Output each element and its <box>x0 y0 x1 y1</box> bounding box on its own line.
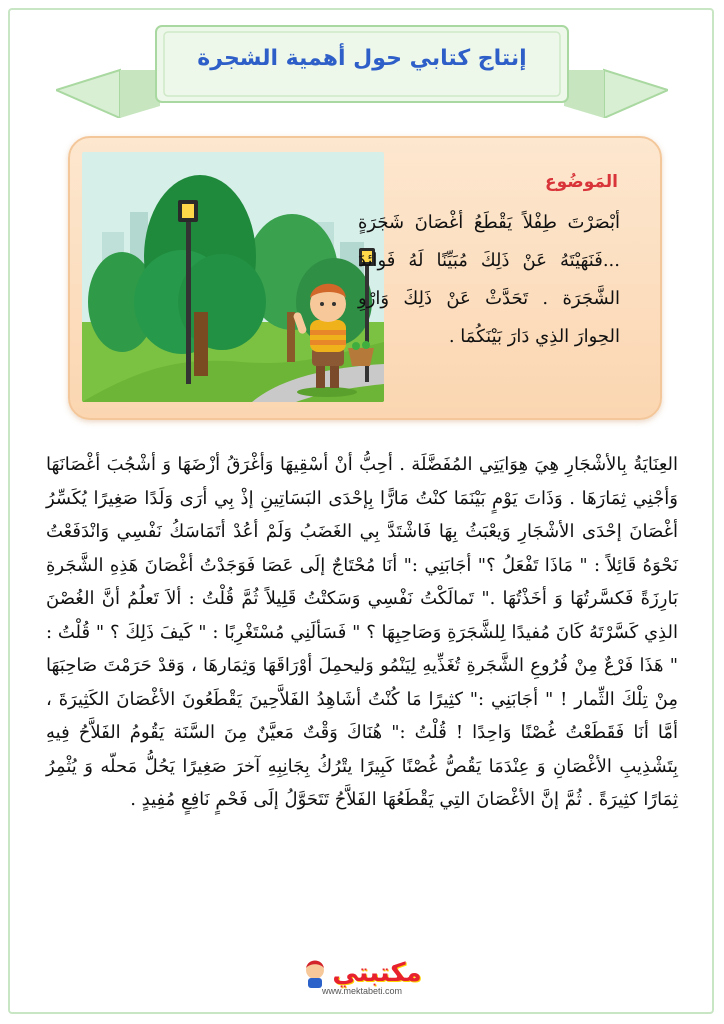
topic-heading: المَوضُوع <box>545 172 618 192</box>
topic-text: أبْصَرْتَ طِفْلاً يَقْطَعُ أغْصَانَ شَجَرَةٍ ...فَنَهَيْتَهُ عَنْ ذَلِكَ مُبَيِّنًا لَهُ فَوائدَ الشَّجَرَة . تَحَدَّثْ عَنْ ذَلِكَ وَارْوِ الحِوارَ الذِي دَارَ بَيْنَكُمَا . <box>358 212 620 347</box>
topic-card <box>68 136 662 420</box>
mascot-icon <box>302 958 328 988</box>
page-title: إنتاج كتابي حول أهمية الشجرة <box>197 46 527 71</box>
park-illustration <box>82 152 384 402</box>
footer <box>0 958 724 996</box>
title-ribbon <box>56 20 668 118</box>
footer-url: www.mektabeti.com <box>321 986 403 996</box>
park-scene-image <box>82 152 384 402</box>
essay-body: العِنَايَةُ بِالأشْجَارِ هِيَ هِوَايَتِي المُفَضَّلَة . أحِبُّ أنْ أسْقِيهَا وَأغْرَقُ أزْضَهَا وَ أشْجُبَ أغْصَانَهَا وَأجْنِي ثِمَارَهَا . وَذَاتَ يَوْمٍ بَيْنَمَا كنْتُ مَارًّا بِإحْدَى البَسَاتِينِ إذْ بِي أرَى وَلَدًا صَغِيرًا يُكَسِّرُ أغْصَانَ إحْدَى الأشْجَارِ وَيعْبَثُ بِهَا فَاشْتَدَّ بِي الغَضَبُ وَلَمْ أعُدْ أتَمَاسَكُ نَفْسِي وَانْدَفَعْتُ نَحْوَهُ قَائِلاً : " مَاذَا تَفْعَلُ ؟" أجَابَنِي :" أنَا مُحْتَاجٌ إلَى عَصَا فَوَجَدْتُ أغْصَانَ هَذِهِ الشَّجَرةِ بَارِزَةً فَكسَّرتُهَا وَ أخَذْتُهَا ." تَمالَكْتُ نَفْسِي وَسَكتْتُ قَلِيلاً ثُمَّ قُلْتُ : ألاَ تَعلُمُ أنَّ الغُصْنَ الذِي كَسَّرْتَهُ كَانَ مُفيدًا لِلشَّجَرَةِ وَصَاحِبِهَا ؟ " فَسَألَنِي مُسْتَغْرِبًا : " كَيفَ ذَلِكَ ؟ " قُلْتُ : " هَذَا فَرْعٌ مِنْ فُرُوعِ الشَّجَرةِ تُغَذِّيهِ لِيَنْمُو وَليحمِلَ أوْرَاقَهَا وَثِمَارهَا ، وَقدْ حَرَمْتَ صَاحِبَهَا مِنْ تِلْكَ الثِّمار ! " أجَابَنِي :" كثِيرًا مَا كُنْتُ أشَاهِدُ الفَلاَّحِينَ يَقْطَعُونَ الأغْصَانَ الكَثِيرَةَ ، أمَّا أنَا فَقَطَعْتُ غُصْنًا وَاحِدًا ! قُلْتُ :" هُنَاكَ وَقْتٌ مَعيَّنٌ مِنَ السَّنَة يَقُومُ الفَلاَّحُ فِيهِ بِتَشْذِيبِ الأغْصَانِ وَ عِنْدَمَا يَقُصُّ غُصْنًا كَبِيرًا يتْرُكُ بِجَانِبِهِ آخرَ صَغِيرًا يَحُلُّ مَحلّه وَ يُثْمِرُ ثِمَارًا كثِيرَةً . ثُمَّ إنَّ الأغْصَانَ التِي يَقْطَعُهَا الفَلاَّحُ تَتَحَوَّلُ إلَى فَحْمٍ نَافِعٍ مُفِيدٍ . <box>46 454 678 810</box>
site-logo <box>302 958 421 988</box>
logo-text: مكتبتي <box>332 958 422 988</box>
